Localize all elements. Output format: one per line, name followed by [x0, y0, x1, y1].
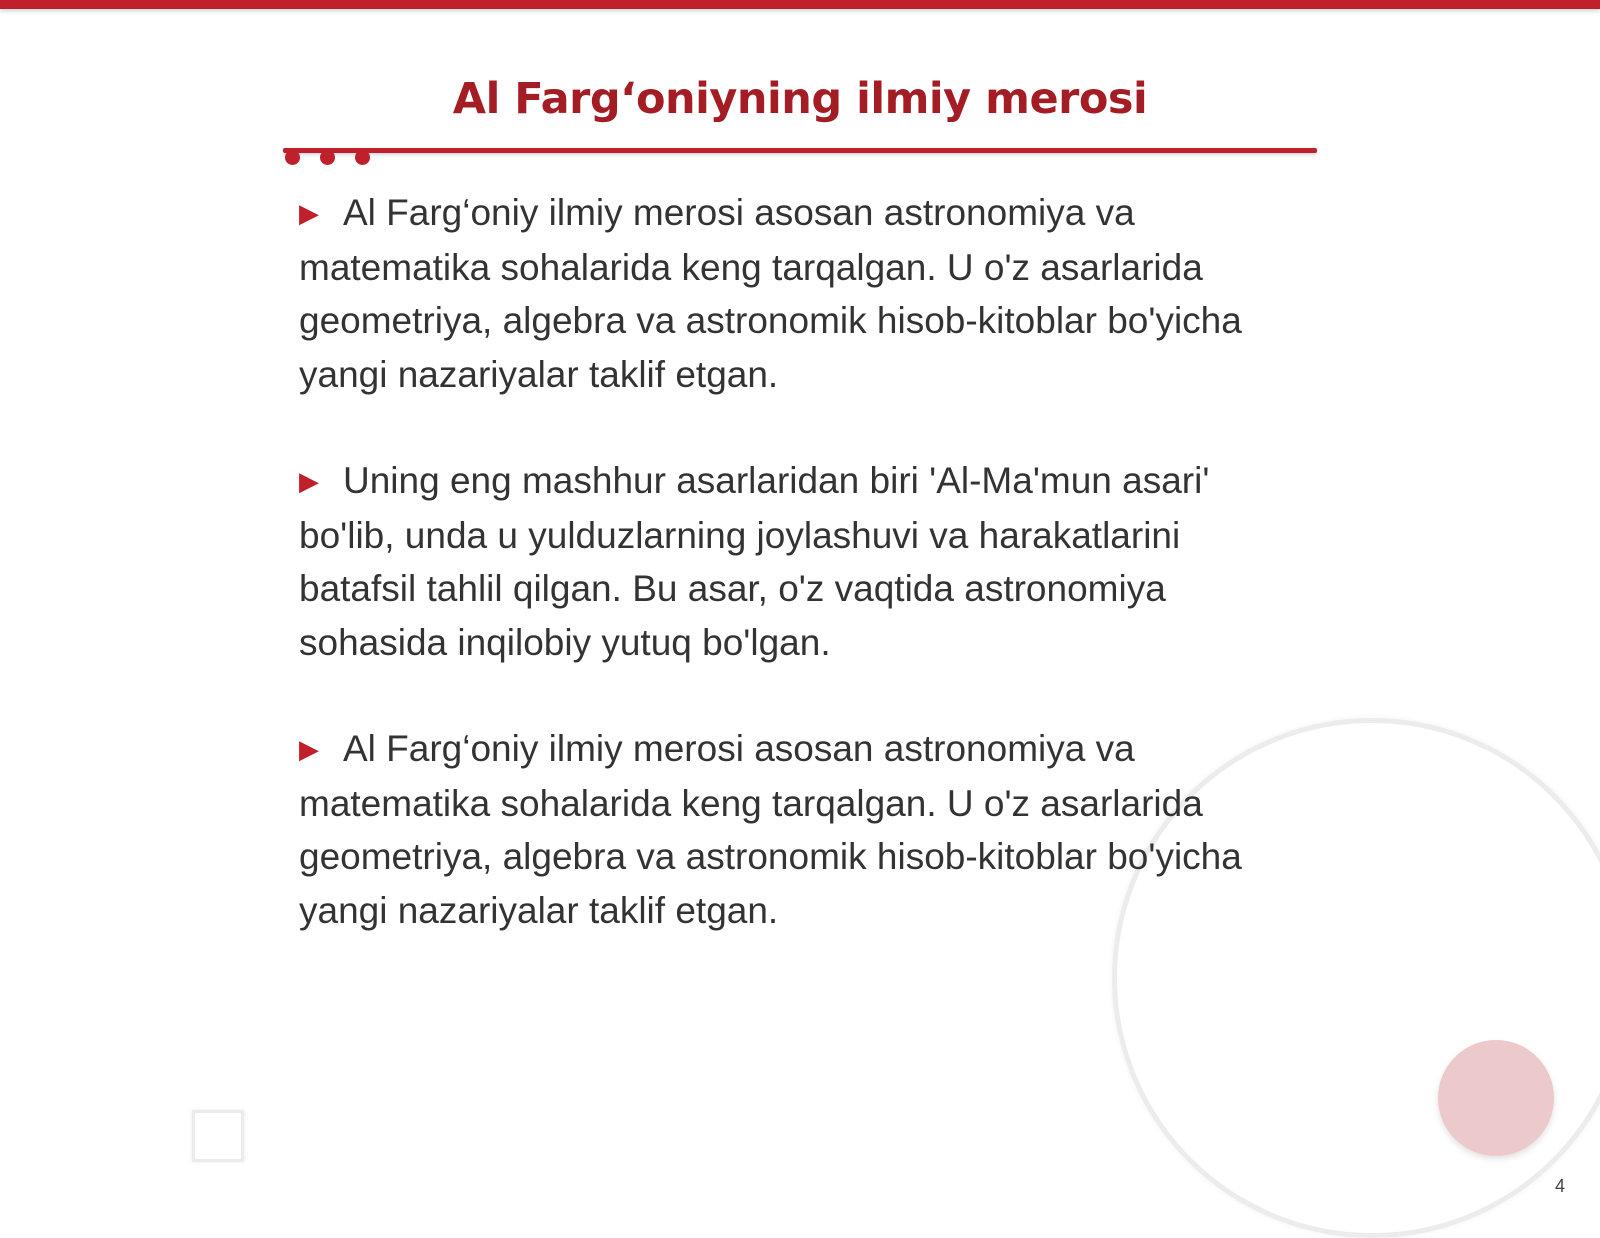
- bullet-text: Uning eng mashhur asarlaridan biri 'Al-Ma'mun asari' bo'lib, unda u yulduzlarning joylashuvi va harakatlarini batafsil tahlil qilgan. Bu asar, o'z vaqtida astronomiya sohasida inqilobiy yutuq bo'lgan.: [299, 460, 1210, 663]
- triangle-right-icon: ▶: [299, 466, 319, 496]
- slide-title: Al Farg‘oniyning ilmiy merosi: [452, 74, 1148, 124]
- page-number: 4: [1555, 1176, 1566, 1196]
- triangle-right-icon: ▶: [299, 734, 319, 764]
- bullet-text: Al Farg‘oniy ilmiy merosi asosan astronomiya va matematika sohalarida keng tarqalgan. U o'z asarlarida geometriya, algebra va astronomik hisob-kitoblar bo'yicha yangi nazariyalar taklif etgan.: [299, 192, 1242, 395]
- underline-dot: [285, 150, 300, 165]
- top-accent-bar: [0, 0, 1600, 9]
- triangle-right-icon: ▶: [299, 198, 319, 228]
- bullet-text: Al Farg‘oniy ilmiy merosi asosan astronomiya va matematika sohalarida keng tarqalgan. U o'z asarlarida geometriya, algebra va astronomik hisob-kitoblar bo'yicha yangi nazariyalar taklif etgan.: [299, 728, 1242, 931]
- title-underline: [283, 148, 1317, 153]
- bullet-item: [299, 454, 1299, 669]
- decorative-circle: [1438, 1040, 1554, 1156]
- underline-dot: [355, 150, 370, 165]
- decorative-square: [192, 1110, 244, 1162]
- bullet-list: [299, 186, 1299, 990]
- underline-dot: [320, 150, 335, 165]
- bullet-item: [299, 186, 1299, 401]
- bullet-item: [299, 722, 1299, 937]
